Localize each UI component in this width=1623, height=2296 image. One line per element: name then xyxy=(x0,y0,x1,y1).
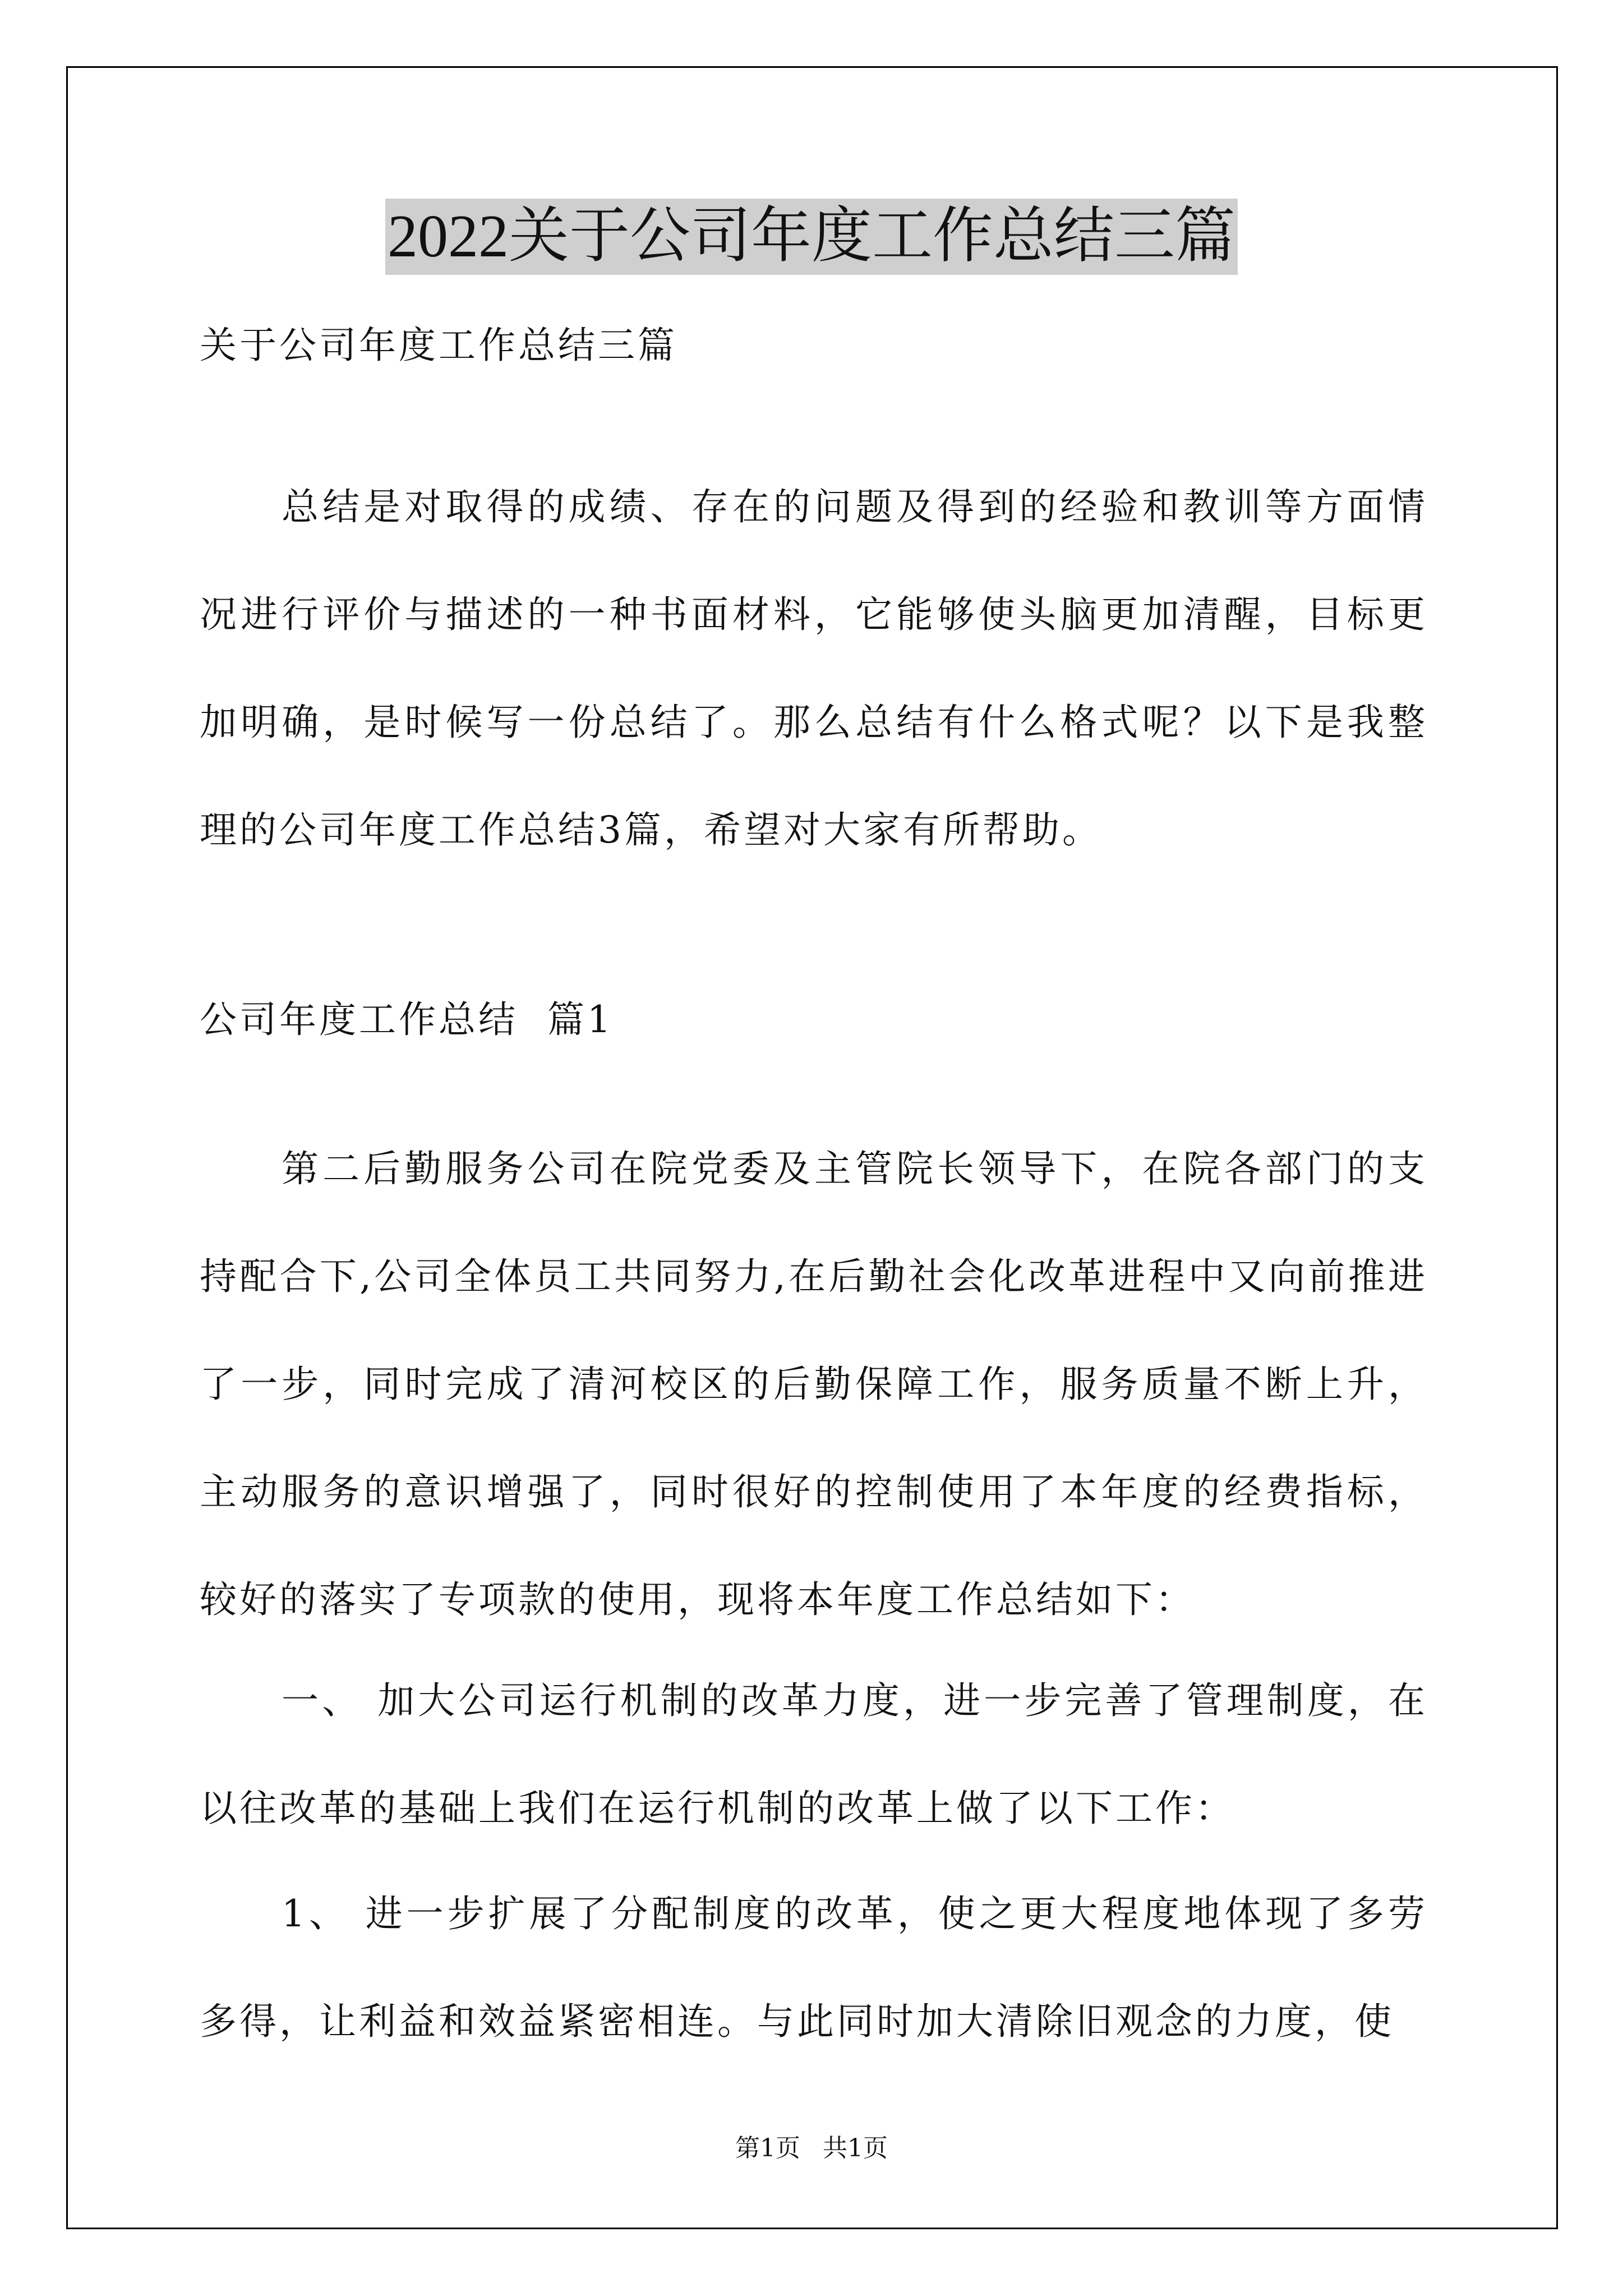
intro-paragraph: 总结是对取得的成绩、存在的问题及得到的经验和教训等方面情况进行评价与描述的一种书面材料，它能够使头脑更加清醒，目标更加明确，是时候写一份总结了。那么总结有什么格式呢？以下是我整理的公司年度工作总结3篇，希望对大家有所帮助。 xyxy=(200,485,1428,852)
page-footer xyxy=(0,2132,1623,2165)
title-container xyxy=(0,199,1623,275)
document-title: 2022关于公司年度工作总结三篇 xyxy=(385,199,1238,275)
document-subtitle: 关于公司年度工作总结三篇 xyxy=(200,324,677,367)
page-number: 第1页 xyxy=(735,2134,800,2162)
body-paragraph: 第二后勤服务公司在院党委及主管院长领导下，在院各部门的支持配合下,公司全体员工共同努力,在后勤社会化改革进程中又向前推进了一步，同时完成了清河校区的后勤保障工作，服务质量不断上升，主动服务的意识增强了，同时很好的控制使用了本年度的经费指标，较好的落实了专项款的使用，现将本年度工作总结如下： xyxy=(200,1147,1428,1621)
page-total: 共1页 xyxy=(823,2134,888,2162)
body-paragraph: 一、 加大公司运行机制的改革力度，进一步完善了管理制度，在以往改革的基础上我们在运行机制的改革上做了以下工作： xyxy=(200,1679,1428,1830)
body-paragraph: 1、 进一步扩展了分配制度的改革，使之更大程度地体现了多劳多得，让利益和效益紧密相连。与此同时加大清除旧观念的力度，使 xyxy=(200,1892,1428,2043)
section-heading: 公司年度工作总结 篇1 xyxy=(200,998,614,1041)
